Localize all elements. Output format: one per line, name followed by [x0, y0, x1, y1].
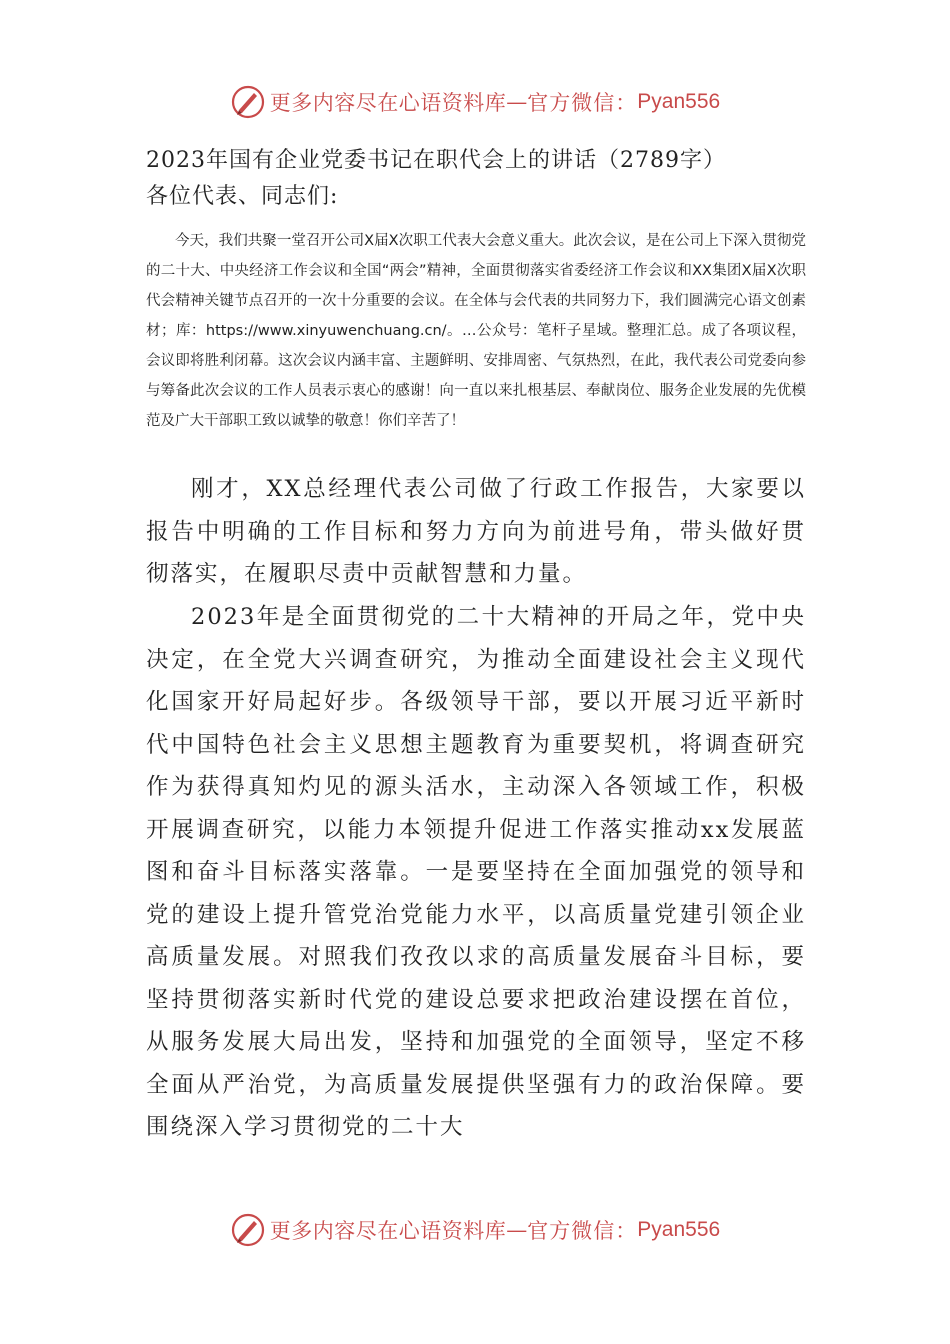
body-paragraph-1: 刚才，XX总经理代表公司做了行政工作报告，大家要以报告中明确的工作目标和努力方向为前进号角，带头做好贯彻落实，在履职尽责中贡献智慧和力量。	[146, 476, 806, 587]
intro-paragraph: 今天，我们共聚一堂召开公司X届X次职工代表大会意义重大。此次会议，是在公司上下深入贯彻党的二十大、中央经济工作会议和全国“两会”精神，全面贯彻落实省委经济工作会议和XX集团X届X次职代会精神关键节点召开的一次十分重要的会议。在全体与会代表的共同努力下，我们圆满完心语文创素材；库：https://www.xinyuwenchuang.cn/。…公众号：笔杆子星域。整理汇总。成了各项议程，会议即将胜利闭幕。这次会议内涵丰富、主题鲜明、安排周密、气氛热烈，在此，我代表公司党委向参与筹备此次会议的工作人员表示衷心的感谢！向一直以来扎根基层、奉献岗位、服务企业发展的先优模范及广大干部职工致以诚挚的敬意！你们辛苦了！	[146, 233, 806, 429]
banner-wechat-id: Pyan556	[637, 90, 721, 113]
banner-brand-text: 更多内容尽在心语资料库	[269, 91, 507, 115]
banner-wechat-label: 官方微信：	[527, 91, 638, 115]
banner-wechat-label: 官方微信：	[527, 1219, 638, 1243]
document-title: 2023年国有企业党委书记在职代会上的讲话（2789字）	[146, 148, 726, 173]
header-watermark-banner	[0, 82, 950, 122]
pen-logo-icon	[230, 1212, 266, 1248]
document-greeting: 各位代表、同志们:	[146, 184, 339, 209]
banner-brand-text: 更多内容尽在心语资料库	[269, 1219, 507, 1243]
body-paragraph-2: 2023年是全面贯彻党的二十大精神的开局之年，党中央决定，在全党大兴调查研究，为推动全面建设社会主义现代化国家开好局起好步。各级领导干部，要以开展习近平新时代中国特色社会主义思想主题教育为重要契机，将调查研究作为获得真知灼见的源头活水，主动深入各领域工作，积极开展调查研究，以能力本领提升促进工作落实推动xx发展蓝图和奋斗目标落实落靠。一是要坚持在全面加强党的领导和党的建设上提升管党治党能力水平，以高质量党建引领企业高质量发展。对照我们孜孜以求的高质量发展奋斗目标，要坚持贯彻落实新时代党的建设总要求把政治建设摆在首位，从服务发展大局出发，坚持和加强党的全面领导，坚定不移全面从严治党，为高质量发展提供坚强有力的政治保障。要围绕深入学习贯彻党的二十大	[146, 604, 806, 1140]
banner-dash: —	[506, 90, 528, 114]
footer-watermark-banner	[0, 1210, 950, 1250]
banner-wechat-id: Pyan556	[637, 1218, 721, 1241]
banner-dash: —	[506, 1218, 528, 1242]
pen-logo-icon	[230, 84, 266, 120]
